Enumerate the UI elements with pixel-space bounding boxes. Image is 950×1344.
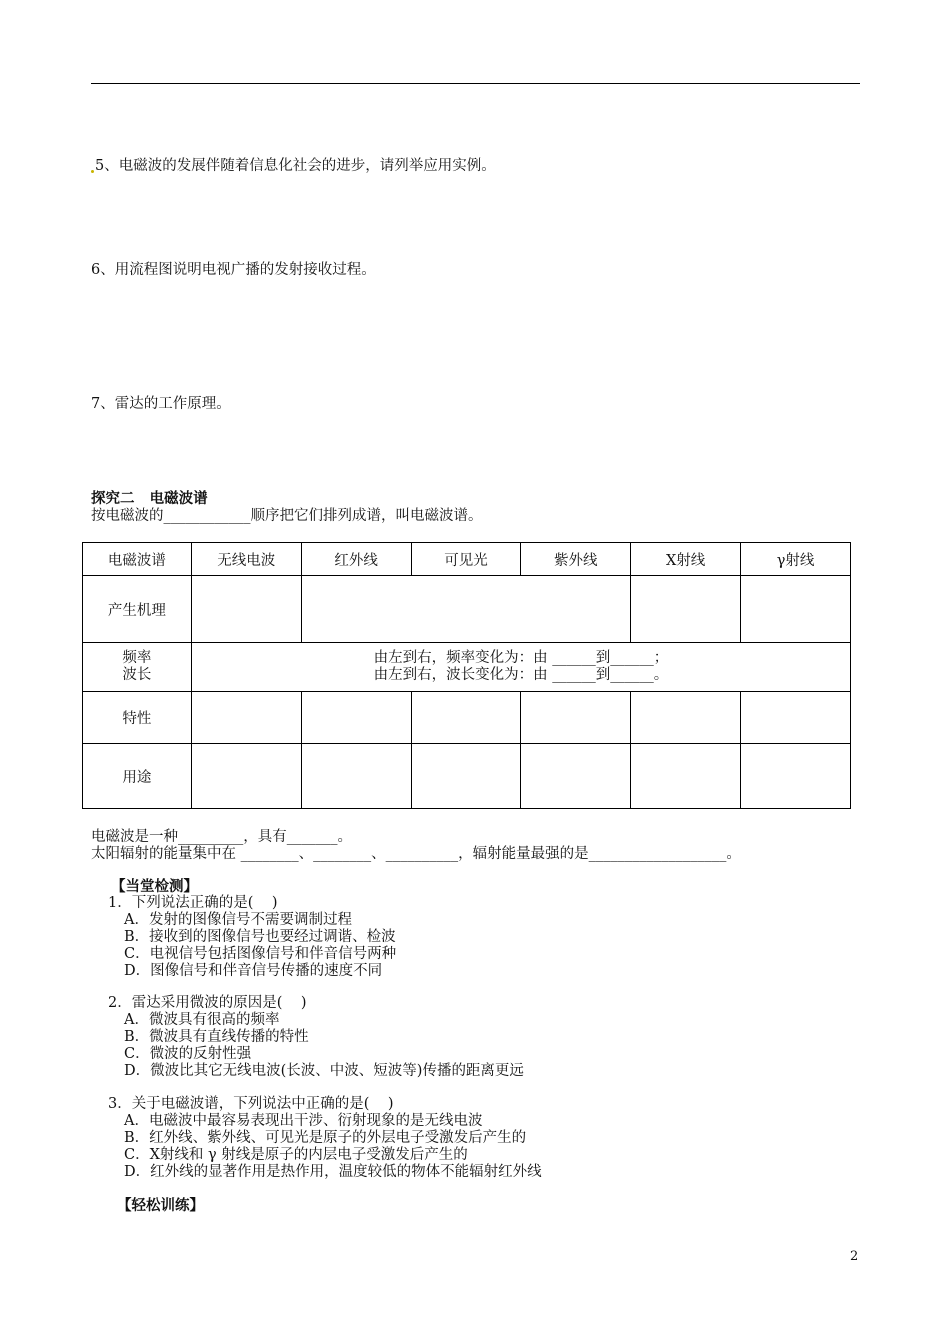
wave-label: 波长 — [122, 667, 152, 683]
fill-line-2: 太阳辐射的能量集中在 ________、________、__________，辐射能量最强的是___________________。 — [91, 846, 741, 862]
page-number: 2 — [850, 1249, 859, 1264]
blank-cell-merged — [301, 576, 631, 643]
check-question-2: 2．雷达采用微波的原因是( ) — [108, 995, 307, 1011]
question-6: 6、用流程图说明电视广播的发射接收过程。 — [91, 262, 376, 278]
blank-cell — [631, 744, 741, 809]
marker-dot — [91, 170, 94, 173]
table-header-row — [83, 543, 851, 576]
blank-cell — [631, 692, 741, 744]
fill-line-1: 电磁波是一种_________，具有_______。 — [91, 829, 352, 845]
blank-cell — [741, 744, 851, 809]
blank-cell — [741, 576, 851, 643]
option: A．发射的图像信号不需要调制过程 — [124, 912, 352, 928]
freq-wave-cell — [191, 643, 850, 692]
blank-cell — [191, 576, 301, 643]
option: D．微波比其它无线电波(长波、中波、短波等)传播的距离更远 — [124, 1063, 524, 1079]
option: B．接收到的图像信号也要经过调谐、检波 — [124, 929, 396, 945]
row-label: 产生机理 — [83, 576, 192, 643]
option: C．X射线和 γ 射线是原子的内层电子受激发后产生的 — [124, 1147, 468, 1163]
table-row — [83, 576, 851, 643]
spectrum-table — [82, 542, 851, 809]
question-7: 7、雷达的工作原理。 — [91, 396, 231, 412]
option: A．微波具有很高的频率 — [124, 1012, 280, 1028]
option: B．红外线、紫外线、可见光是原子的外层电子受激发后产生的 — [124, 1130, 527, 1146]
blank-cell — [521, 744, 631, 809]
blank-cell — [191, 744, 301, 809]
freq-text: 由左到右，频率变化为：由 ______到______； — [373, 650, 669, 666]
wave-text: 由左到右，波长变化为：由 ______到______。 — [373, 667, 669, 683]
freq-label: 频率 — [122, 650, 152, 666]
option: B．微波具有直线传播的特性 — [124, 1029, 309, 1045]
header-cell: X射线 — [631, 543, 741, 576]
check-question-3: 3．关于电磁波谱，下列说法中正确的是( ) — [108, 1096, 394, 1112]
blank-cell — [631, 576, 741, 643]
header-cell: 电磁波谱 — [83, 543, 192, 576]
blank-cell — [301, 692, 411, 744]
table-row — [83, 692, 851, 744]
section2-title: 探究二 电磁波谱 — [91, 490, 208, 507]
blank-cell — [411, 692, 521, 744]
header-cell: γ射线 — [741, 543, 851, 576]
blank-cell — [411, 744, 521, 809]
option: A．电磁波中最容易表现出干涉、衍射现象的是无线电波 — [124, 1113, 483, 1129]
check-question-1: 1．下列说法正确的是( ) — [108, 895, 278, 911]
option: D．红外线的显著作用是热作用，温度较低的物体不能辐射红外线 — [124, 1164, 542, 1180]
header-cell: 无线电波 — [191, 543, 301, 576]
blank-cell — [191, 692, 301, 744]
option: C．微波的反射性强 — [124, 1046, 252, 1062]
row-label: 用途 — [83, 744, 192, 809]
question-5: 5、电磁波的发展伴随着信息化社会的进步，请列举应用实例。 — [91, 157, 496, 175]
table-row — [83, 643, 851, 692]
blank-cell — [741, 692, 851, 744]
option: D．图像信号和伴音信号传播的速度不同 — [124, 963, 383, 979]
section2-intro: 按电磁波的____________顺序把它们排列成谱，叫电磁波谱。 — [91, 508, 483, 524]
table-row — [83, 744, 851, 809]
header-cell: 红外线 — [301, 543, 411, 576]
row-label — [83, 643, 192, 692]
practice-title: 【轻松训练】 — [117, 1197, 204, 1214]
header-rule — [91, 83, 860, 84]
header-cell: 紫外线 — [521, 543, 631, 576]
blank-cell — [521, 692, 631, 744]
check-title: 【当堂检测】 — [111, 878, 198, 895]
option: C．电视信号包括图像信号和伴音信号两种 — [124, 946, 397, 962]
header-cell: 可见光 — [411, 543, 521, 576]
blank-cell — [301, 744, 411, 809]
row-label: 特性 — [83, 692, 192, 744]
